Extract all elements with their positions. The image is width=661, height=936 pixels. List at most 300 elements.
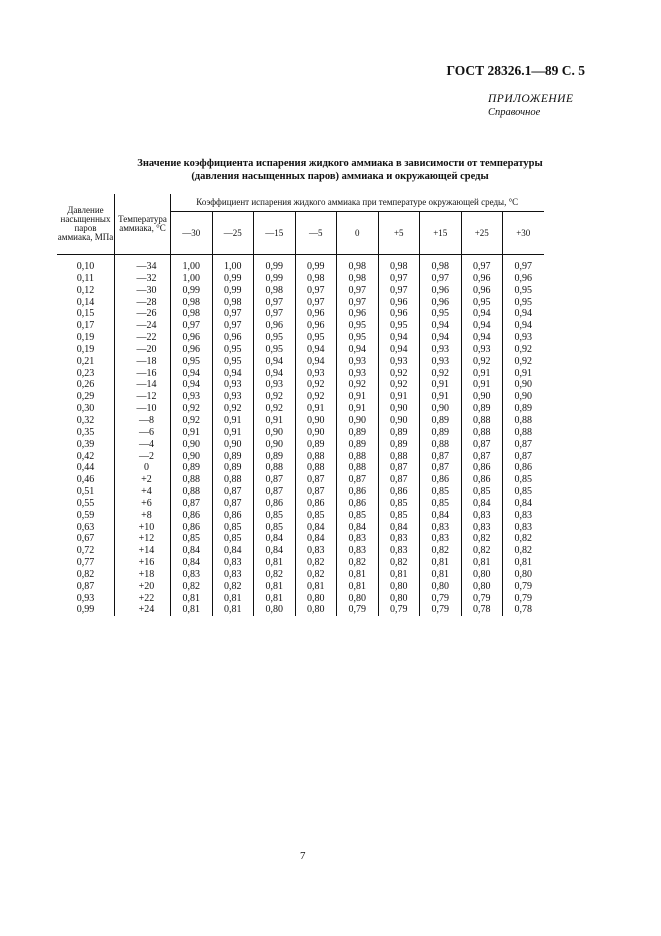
coefficient-cell: 0,83 [212, 557, 254, 569]
temperature-cell: —30 [115, 285, 171, 297]
coefficient-cell: 0,87 [420, 462, 462, 474]
coefficient-cell: 0,95 [295, 332, 337, 344]
pressure-cell: 0,72 [57, 545, 115, 557]
pressure-cell: 0,55 [57, 498, 115, 510]
coefficient-cell: 0,98 [171, 308, 213, 320]
coefficient-cell: 0,99 [254, 273, 296, 285]
coefficient-cell: 0,81 [461, 557, 503, 569]
coefficient-cell: 0,87 [254, 474, 296, 486]
coefficient-cell: 0,94 [461, 320, 503, 332]
coefficient-cell: 0,79 [461, 593, 503, 605]
document-code: ГОСТ 28326.1—89 С. 5 [446, 63, 585, 78]
env-temp-header: —25 [212, 212, 254, 255]
pressure-cell: 0,59 [57, 510, 115, 522]
coefficient-cell: 0,85 [420, 486, 462, 498]
table-row [57, 415, 544, 427]
coefficient-cell: 0,90 [295, 427, 337, 439]
coefficient-cell: 0,88 [514, 414, 532, 426]
coefficient-cell: 0,87 [378, 462, 420, 474]
page-number: 7 [300, 850, 306, 862]
coefficient-cell: 0,91 [337, 403, 379, 415]
temperature-cell: +6 [115, 498, 171, 510]
coefficient-cell: 0,89 [212, 462, 254, 474]
coefficient-cell: 0,94 [171, 379, 213, 391]
table-row [57, 462, 544, 474]
coefficient-cell: 0,78 [514, 604, 532, 616]
coefficient-cell: 0,88 [295, 462, 337, 474]
coefficient-cell: 0,99 [212, 273, 254, 285]
table-row [57, 533, 544, 545]
coefficient-cell: 0,87 [212, 486, 254, 498]
coefficient-cell: 0,94 [461, 308, 503, 320]
coefficient-cell: 0,87 [420, 451, 462, 463]
coefficient-cell: 0,93 [378, 356, 420, 368]
coefficient-cell: 0,97 [461, 255, 503, 273]
coefficient-cell: 0,87 [514, 438, 532, 450]
coefficient-cell: 0,96 [212, 332, 254, 344]
pressure-cell: 0,14 [57, 297, 115, 309]
table-row [57, 297, 544, 309]
temperature-cell: —8 [115, 415, 171, 427]
coefficient-cell: 0,96 [171, 332, 213, 344]
coefficient-cell: 0,94 [254, 368, 296, 380]
coefficient-cell: 0,89 [461, 403, 503, 415]
coefficient-cell: 0,95 [420, 308, 462, 320]
env-temp-header: +5 [378, 212, 420, 255]
coefficient-cell: 0,82 [337, 557, 379, 569]
coefficient-cell: 0,82 [461, 533, 503, 545]
coefficient-cell: 0,81 [420, 557, 462, 569]
coefficient-cell: 0,86 [171, 510, 213, 522]
coefficient-cell: 0,97 [212, 320, 254, 332]
coefficient-cell: 0,84 [171, 545, 213, 557]
coefficient-cell: 0,80 [295, 593, 337, 605]
coefficient-cell: 0,83 [514, 509, 532, 521]
env-temp-header: —30 [171, 212, 213, 255]
coefficient-cell: 0,80 [420, 581, 462, 593]
coefficient-cell: 0,87 [337, 474, 379, 486]
temperature-cell: +12 [115, 533, 171, 545]
coefficient-cell: 0,96 [420, 297, 462, 309]
coefficient-cell: 0,84 [420, 510, 462, 522]
coefficient-cell: 0,82 [212, 581, 254, 593]
coefficient-cell: 0,83 [420, 533, 462, 545]
coefficient-cell: 0,88 [461, 415, 503, 427]
coefficient-cell: 0,83 [378, 533, 420, 545]
coefficient-cell: 0,94 [378, 344, 420, 356]
coefficient-cell: 0,91 [420, 391, 462, 403]
coefficient-cell: 0,80 [378, 581, 420, 593]
coefficient-cell: 0,84 [337, 522, 379, 534]
coefficient-cell: 0,86 [378, 486, 420, 498]
coefficient-cell: 0,93 [514, 332, 532, 344]
coefficient-cell: 0,95 [514, 284, 532, 296]
coefficient-cell: 0,93 [420, 356, 462, 368]
pressure-cell: 0,93 [57, 593, 115, 605]
pressure-cell: 0,87 [57, 581, 115, 593]
coefficient-cell: 1,00 [212, 255, 254, 273]
coefficient-cell: 0,90 [378, 403, 420, 415]
coefficient-cell: 0,96 [461, 285, 503, 297]
pressure-cell: 0,21 [57, 356, 115, 368]
coefficient-cell: 0,93 [254, 379, 296, 391]
temperature-cell: —12 [115, 391, 171, 403]
pressure-cell: 0,67 [57, 533, 115, 545]
coefficient-cell: 0,94 [171, 368, 213, 380]
coefficient-cell: 0,91 [420, 379, 462, 391]
coefficient-cell: 0,79 [420, 604, 462, 616]
coefficient-cell: 0,92 [378, 379, 420, 391]
coefficient-cell: 0,87 [295, 486, 337, 498]
coefficient-cell: 0,90 [378, 415, 420, 427]
coefficient-cell: 0,93 [461, 344, 503, 356]
coefficient-cell: 0,93 [212, 379, 254, 391]
coefficient-cell: 0,86 [337, 486, 379, 498]
coefficient-cell: 0,95 [171, 356, 213, 368]
coefficient-cell: 0,90 [337, 415, 379, 427]
coefficient-cell: 0,82 [514, 533, 532, 545]
temperature-cell: —32 [115, 273, 171, 285]
coefficient-cell: 0,94 [420, 320, 462, 332]
coefficient-cell: 0,87 [461, 451, 503, 463]
coefficient-cell: 0,86 [295, 498, 337, 510]
appendix-type: Справочное [488, 107, 541, 118]
coefficient-cell: 0,85 [378, 498, 420, 510]
coefficient-cell: 0,99 [295, 255, 337, 273]
coefficient-cell: 0,97 [295, 297, 337, 309]
coefficient-cell: 0,82 [295, 569, 337, 581]
coefficient-cell: 0,91 [212, 415, 254, 427]
coefficient-cell: 0,87 [254, 486, 296, 498]
coefficient-cell: 0,82 [514, 545, 532, 557]
coefficient-cell: 0,88 [171, 486, 213, 498]
coefficient-cell: 0,85 [212, 522, 254, 534]
coefficient-cell: 0,93 [337, 356, 379, 368]
table-row [57, 379, 544, 391]
env-temp-header: +30 [503, 212, 544, 255]
coefficient-cell: 0,79 [514, 580, 532, 592]
coefficient-cell: 0,90 [171, 451, 213, 463]
coefficient-cell: 0,98 [212, 297, 254, 309]
coefficient-cell: 0,80 [514, 568, 532, 580]
coefficient-cell: 0,88 [295, 451, 337, 463]
coefficient-cell: 0,87 [212, 498, 254, 510]
coefficient-cell: 0,87 [461, 439, 503, 451]
coefficient-cell: 0,98 [337, 255, 379, 273]
coefficient-cell: 0,88 [171, 474, 213, 486]
coefficient-cell: 0,97 [254, 297, 296, 309]
coefficient-cell: 0,81 [337, 569, 379, 581]
coefficient-cell: 0,85 [514, 474, 532, 486]
table-row [57, 451, 544, 463]
coefficient-cell: 0,93 [420, 344, 462, 356]
coefficient-cell: 0,85 [295, 510, 337, 522]
coefficient-cell: 0,83 [212, 569, 254, 581]
coefficient-cell: 0,94 [514, 320, 532, 332]
coefficient-cell: 0,82 [295, 557, 337, 569]
coefficient-cell: 0,92 [212, 403, 254, 415]
coefficient-cell: 0,99 [171, 285, 213, 297]
coefficient-cell: 0,83 [337, 545, 379, 557]
coefficient-cell: 0,90 [461, 391, 503, 403]
coefficient-cell: 0,81 [337, 581, 379, 593]
pressure-cell: 0,35 [57, 427, 115, 439]
temperature-cell: +8 [115, 510, 171, 522]
coefficient-cell: 0,96 [378, 308, 420, 320]
coefficient-cell: 0,81 [212, 593, 254, 605]
temperature-cell: —18 [115, 356, 171, 368]
coefficient-cell: 0,92 [254, 403, 296, 415]
coefficient-cell: 0,86 [171, 522, 213, 534]
coefficient-cell: 0,84 [171, 557, 213, 569]
coefficient-cell: 0,96 [337, 308, 379, 320]
pressure-cell: 0,63 [57, 522, 115, 534]
coefficient-cell: 0,84 [295, 522, 337, 534]
temperature-cell: +4 [115, 486, 171, 498]
table-row [57, 545, 544, 557]
coefficient-cell: 0,96 [171, 344, 213, 356]
coefficient-cell: 0,85 [337, 510, 379, 522]
column-header-temperature: Температура аммиака, °С [115, 194, 171, 255]
temperature-cell: +18 [115, 569, 171, 581]
table-row [57, 439, 544, 451]
pressure-cell: 0,29 [57, 391, 115, 403]
coefficient-cell: 0,86 [254, 498, 296, 510]
coefficient-cell: 0,78 [461, 604, 503, 616]
coefficient-cell: 0,80 [295, 604, 337, 616]
column-header-pressure: Давление насыщенных паров аммиака, МПа [57, 194, 115, 255]
coefficient-cell: 0,92 [171, 415, 213, 427]
coefficient-cell: 0,84 [254, 533, 296, 545]
coefficient-cell: 0,90 [514, 391, 532, 403]
table-row [57, 604, 544, 616]
coefficient-cell: 0,90 [420, 403, 462, 415]
table-row [57, 255, 544, 273]
temperature-cell: +16 [115, 557, 171, 569]
coefficient-cell: 0,94 [378, 332, 420, 344]
temperature-cell: +20 [115, 581, 171, 593]
coefficient-cell: 0,97 [212, 308, 254, 320]
pressure-cell: 0,46 [57, 474, 115, 486]
coefficient-cell: 0,89 [337, 427, 379, 439]
pressure-cell: 0,11 [57, 273, 115, 285]
coefficient-cell: 0,88 [337, 462, 379, 474]
coefficient-cell: 0,93 [295, 368, 337, 380]
coefficient-cell: 0,83 [461, 510, 503, 522]
coefficient-cell: 0,92 [514, 343, 532, 355]
coefficient-cell: 0,81 [254, 581, 296, 593]
coefficient-cell: 0,97 [171, 320, 213, 332]
table-row [57, 403, 544, 415]
coefficient-cell: 0,85 [171, 533, 213, 545]
coefficient-cell: 0,83 [337, 533, 379, 545]
coefficient-cell: 0,86 [212, 510, 254, 522]
coefficient-cell: 0,82 [254, 569, 296, 581]
coefficient-cell: 0,82 [171, 581, 213, 593]
coefficient-cell: 0,79 [378, 604, 420, 616]
coefficient-cell: 0,85 [420, 498, 462, 510]
coefficient-cell: 0,90 [254, 427, 296, 439]
coefficient-cell: 0,95 [254, 332, 296, 344]
coefficient-cell: 0,84 [378, 522, 420, 534]
column-header-coefficient: Коэффициент испарения жидкого аммиака при температуре окружающей среды, °С [171, 194, 544, 212]
coefficient-cell: 0,97 [254, 308, 296, 320]
table-row [57, 474, 544, 486]
coefficient-cell: 0,92 [461, 356, 503, 368]
coefficient-cell: 0,93 [171, 391, 213, 403]
coefficient-cell: 0,92 [295, 379, 337, 391]
coefficient-cell: 0,85 [254, 522, 296, 534]
coefficient-cell: 0,96 [514, 272, 532, 284]
temperature-cell: —22 [115, 332, 171, 344]
table-row [57, 344, 544, 356]
coefficient-cell: 0,81 [420, 569, 462, 581]
coefficient-cell: 0,86 [461, 462, 503, 474]
table-row [57, 320, 544, 332]
coefficient-cell: 0,94 [212, 368, 254, 380]
coefficient-cell: 0,84 [254, 545, 296, 557]
coefficient-cell: 0,98 [171, 297, 213, 309]
temperature-cell: +2 [115, 474, 171, 486]
pressure-cell: 0,82 [57, 569, 115, 581]
temperature-cell: —20 [115, 344, 171, 356]
table-row [57, 510, 544, 522]
coefficient-cell: 0,96 [420, 285, 462, 297]
pressure-cell: 0,77 [57, 557, 115, 569]
coefficient-cell: 0,84 [514, 497, 532, 509]
temperature-cell: 0 [115, 462, 171, 474]
coefficient-cell: 0,83 [514, 521, 532, 533]
table-row [57, 308, 544, 320]
coefficient-cell: 0,88 [337, 451, 379, 463]
table-row [57, 557, 544, 569]
coefficient-cell: 0,94 [461, 332, 503, 344]
coefficient-cell: 0,83 [461, 522, 503, 534]
coefficient-cell: 0,89 [378, 439, 420, 451]
appendix-label: ПРИЛОЖЕНИЕ [488, 93, 574, 105]
pressure-cell: 0,17 [57, 320, 115, 332]
table-row [57, 356, 544, 368]
coefficient-table [57, 194, 544, 616]
table-title-line2: (давления насыщенных паров) аммиака и окружающей среды [191, 170, 489, 182]
coefficient-cell: 0,90 [254, 439, 296, 451]
coefficient-cell: 0,90 [171, 439, 213, 451]
coefficient-cell: 0,88 [461, 427, 503, 439]
coefficient-cell: 0,97 [420, 273, 462, 285]
coefficient-cell: 0,80 [461, 569, 503, 581]
coefficient-cell: 0,91 [337, 391, 379, 403]
coefficient-cell: 0,81 [212, 604, 254, 616]
table-title [60, 158, 620, 183]
table-row [57, 273, 544, 285]
coefficient-cell: 0,91 [295, 403, 337, 415]
temperature-cell: —16 [115, 368, 171, 380]
coefficient-cell: 0,88 [378, 451, 420, 463]
coefficient-cell: 0,85 [461, 486, 503, 498]
coefficient-cell: 0,95 [254, 344, 296, 356]
coefficient-cell: 0,86 [420, 474, 462, 486]
coefficient-cell: 0,92 [295, 391, 337, 403]
coefficient-cell: 0,85 [254, 510, 296, 522]
coefficient-cell: 0,92 [420, 368, 462, 380]
pressure-cell: 0,30 [57, 403, 115, 415]
coefficient-cell: 0,92 [171, 403, 213, 415]
coefficient-cell: 0,96 [378, 297, 420, 309]
pressure-cell: 0,12 [57, 285, 115, 297]
temperature-cell: —14 [115, 379, 171, 391]
coefficient-cell: 0,99 [254, 255, 296, 273]
coefficient-cell: 0,88 [420, 439, 462, 451]
coefficient-cell: 0,81 [171, 604, 213, 616]
coefficient-cell: 0,79 [514, 592, 532, 604]
table-title-line1: Значение коэффициента испарения жидкого аммиака в зависимости от температуры [137, 158, 543, 169]
coefficient-cell: 0,95 [378, 320, 420, 332]
coefficient-cell: 0,98 [295, 273, 337, 285]
table-row [57, 486, 544, 498]
temperature-cell: +10 [115, 522, 171, 534]
coefficient-cell: 0,89 [420, 415, 462, 427]
coefficient-cell: 0,91 [212, 427, 254, 439]
coefficient-cell: 0,83 [378, 545, 420, 557]
coefficient-cell: 1,00 [171, 255, 213, 273]
env-temp-header: +15 [420, 212, 462, 255]
coefficient-cell: 0,86 [514, 462, 532, 474]
pressure-cell: 0,15 [57, 308, 115, 320]
coefficient-cell: 0,89 [420, 427, 462, 439]
coefficient-cell: 0,80 [378, 593, 420, 605]
pressure-cell: 0,99 [57, 604, 115, 616]
coefficient-cell: 0,82 [378, 557, 420, 569]
table-row [57, 498, 544, 510]
coefficient-cell: 0,79 [420, 593, 462, 605]
pressure-cell: 0,32 [57, 415, 115, 427]
coefficient-cell: 0,82 [420, 545, 462, 557]
coefficient-cell: 0,89 [514, 403, 532, 415]
coefficient-cell: 0,87 [514, 450, 532, 462]
coefficient-cell: 0,95 [337, 332, 379, 344]
coefficient-cell: 0,91 [461, 379, 503, 391]
coefficient-cell: 0,92 [514, 355, 532, 367]
coefficient-cell: 0,95 [461, 297, 503, 309]
coefficient-cell: 0,84 [295, 533, 337, 545]
coefficient-cell: 0,88 [514, 426, 532, 438]
temperature-cell: —28 [115, 297, 171, 309]
env-temp-header: —15 [254, 212, 296, 255]
coefficient-cell: 0,85 [212, 533, 254, 545]
coefficient-cell: 0,97 [378, 273, 420, 285]
env-temp-header: +25 [461, 212, 503, 255]
pressure-cell: 0,19 [57, 332, 115, 344]
temperature-cell: —4 [115, 439, 171, 451]
coefficient-cell: 0,91 [254, 415, 296, 427]
coefficient-cell: 0,98 [254, 285, 296, 297]
temperature-cell: —10 [115, 403, 171, 415]
coefficient-cell: 0,94 [337, 344, 379, 356]
coefficient-cell: 0,94 [514, 308, 532, 320]
coefficient-cell: 0,96 [295, 320, 337, 332]
coefficient-cell: 0,90 [212, 439, 254, 451]
coefficient-cell: 0,98 [337, 273, 379, 285]
coefficient-cell: 0,91 [171, 427, 213, 439]
coefficient-cell: 0,90 [295, 415, 337, 427]
coefficient-cell: 0,91 [514, 367, 532, 379]
coefficient-cell: 0,97 [337, 297, 379, 309]
coefficient-cell: 0,88 [254, 462, 296, 474]
coefficient-cell: 0,86 [337, 498, 379, 510]
coefficient-cell: 0,95 [212, 356, 254, 368]
coefficient-cell: 0,89 [295, 439, 337, 451]
coefficient-cell: 0,80 [337, 593, 379, 605]
